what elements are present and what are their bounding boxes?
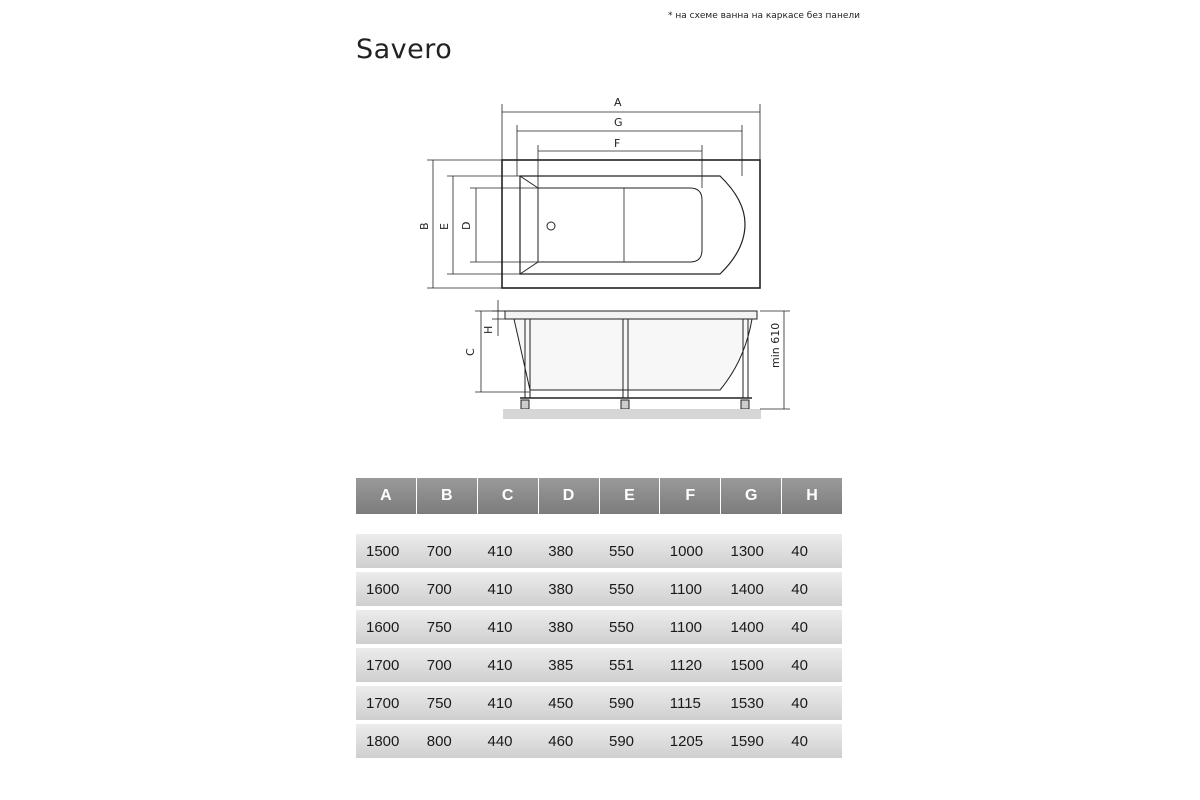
floor <box>503 409 761 419</box>
table-row <box>356 572 842 606</box>
dim-label-c: C <box>464 348 477 356</box>
table-row <box>356 610 842 644</box>
table-cell: 1100 <box>669 580 703 598</box>
table-cell: 380 <box>548 580 574 598</box>
table-cell: 1590 <box>730 732 764 750</box>
table-cell: 410 <box>487 542 513 560</box>
table-cell: 40 <box>791 580 808 598</box>
column-header-d: D <box>539 478 599 514</box>
table-cell: 750 <box>426 618 452 636</box>
table-cell: 700 <box>426 580 452 598</box>
leg-foot <box>741 400 749 409</box>
table-row <box>356 534 842 568</box>
table-body <box>356 534 842 758</box>
column-header-f: F <box>660 478 720 514</box>
table-cell: 385 <box>548 656 574 674</box>
column-header-a: A <box>356 478 416 514</box>
column-header-b: B <box>417 478 477 514</box>
dim-label-h: H <box>482 325 495 334</box>
table-cell: 1000 <box>669 542 704 560</box>
dim-label-a: A <box>614 96 622 109</box>
table-header <box>356 478 842 514</box>
dim-label-e: E <box>438 223 451 230</box>
drain-icon <box>547 222 555 230</box>
table-cell: 410 <box>487 618 513 636</box>
table-cell: 410 <box>487 656 513 674</box>
table-cell: 440 <box>487 732 513 750</box>
column-header-e: E <box>600 478 660 514</box>
scheme-note: * на схеме ванна на каркасе без панели <box>668 11 860 21</box>
table-cell: 1800 <box>366 732 400 750</box>
top-view <box>502 160 760 288</box>
tub-bottom-flat <box>538 188 702 262</box>
table-cell: 410 <box>487 580 513 598</box>
dimensions-table <box>356 478 842 762</box>
table-cell: 1700 <box>366 656 400 674</box>
table-row <box>356 724 842 758</box>
tub-side-rim <box>505 311 757 319</box>
table-cell: 1300 <box>730 542 764 560</box>
table-cell: 590 <box>609 694 635 712</box>
table-cell: 800 <box>426 732 452 750</box>
top-dimensions <box>427 104 760 288</box>
table-cell: 700 <box>426 656 452 674</box>
column-header-g: G <box>721 478 781 514</box>
table-cell: 1500 <box>730 656 764 674</box>
table-cell: 380 <box>548 542 574 560</box>
dim-label-g: G <box>614 116 623 129</box>
table-cell: 1530 <box>730 694 764 712</box>
table-cell: 1205 <box>669 732 704 750</box>
table-cell: 590 <box>609 732 635 750</box>
table-cell: 1115 <box>669 694 701 712</box>
table-cell: 40 <box>791 542 808 560</box>
table-cell: 40 <box>791 618 808 636</box>
table-cell: 450 <box>548 694 574 712</box>
table-cell: 551 <box>609 656 635 674</box>
table-cell: 1400 <box>730 580 764 598</box>
table-cell: 1120 <box>669 656 703 674</box>
tub-outer-rim <box>502 160 760 288</box>
leg-foot <box>621 400 629 409</box>
column-header-c: C <box>478 478 538 514</box>
side-view <box>505 311 757 409</box>
table-cell: 1600 <box>366 618 400 636</box>
table-cell: 410 <box>487 694 513 712</box>
table-cell: 1500 <box>366 542 400 560</box>
product-title: Savero <box>356 34 453 65</box>
dim-label-d: D <box>460 221 473 230</box>
table-cell: 1700 <box>366 694 400 712</box>
table-cell: 550 <box>609 618 635 636</box>
tub-inner-bowl <box>520 176 745 274</box>
dim-label-min610: min 610 <box>769 322 782 368</box>
table-cell: 1400 <box>730 618 764 636</box>
table-row <box>356 686 842 720</box>
table-cell: 700 <box>426 542 452 560</box>
table-row <box>356 648 842 682</box>
table-cell: 750 <box>426 694 452 712</box>
table-cell: 40 <box>791 656 808 674</box>
table-cell: 460 <box>548 732 574 750</box>
dim-label-f: F <box>614 137 621 150</box>
table-cell: 550 <box>609 580 635 598</box>
table-cell: 1600 <box>366 580 400 598</box>
table-cell: 40 <box>791 732 808 750</box>
table-cell: 40 <box>791 694 808 712</box>
dim-label-b: B <box>418 222 431 230</box>
table-cell: 1100 <box>669 618 703 636</box>
column-header-h: H <box>782 478 842 514</box>
leg-foot <box>521 400 529 409</box>
tub-side-body <box>514 319 752 390</box>
table-cell: 550 <box>609 542 635 560</box>
table-cell: 380 <box>548 618 574 636</box>
